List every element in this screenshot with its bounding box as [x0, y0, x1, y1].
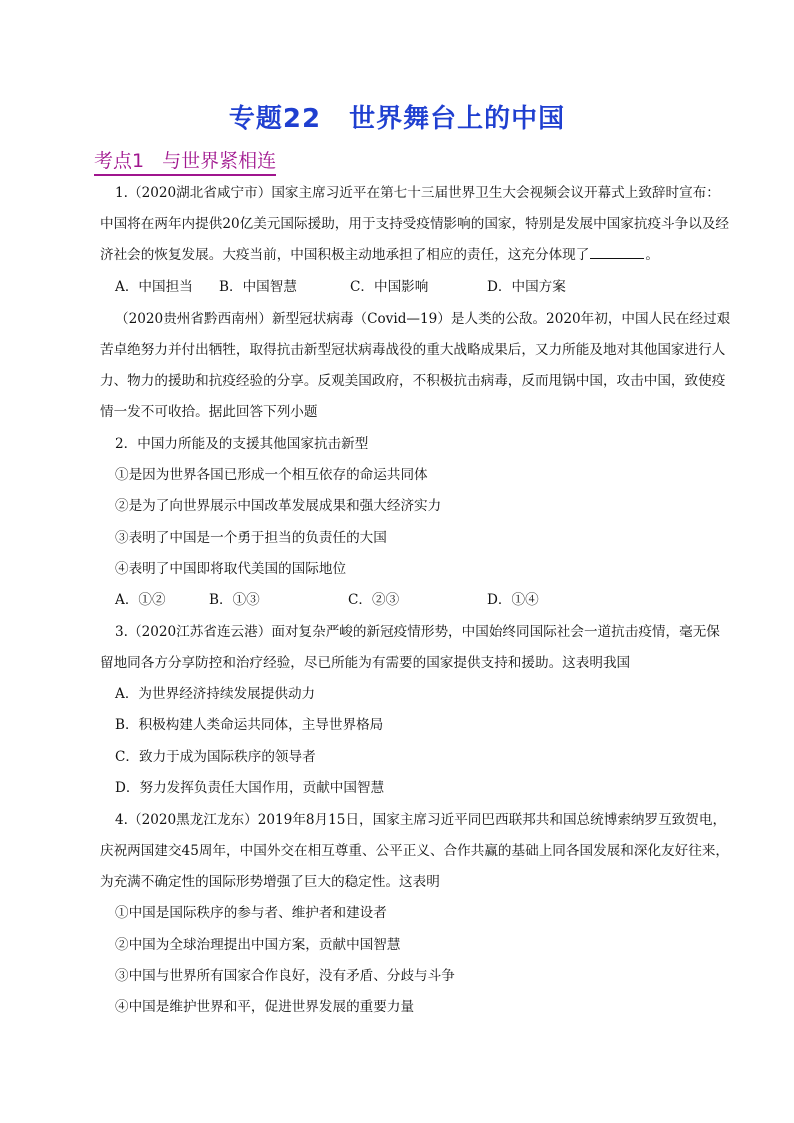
q4-line-1: 4.（2020黑龙江龙东）2019年8月15日，国家主席习近平同巴西联邦共和国总统博索纳罗互致贺电， [115, 812, 727, 828]
q2-item-1: ①是因为世界各国已形成一个相互依存的命运共同体 [115, 467, 428, 483]
q4-item-1: ①中国是国际秩序的参与者、维护者和建设者 [115, 905, 387, 921]
q1-option-b: B．中国智慧 [219, 279, 297, 295]
title-topic-name: 世界舞台上的中国 [349, 104, 566, 134]
q2-item-3: ③表明了中国是一个勇于担当的负责任的大国 [115, 530, 387, 546]
q3-option-a: A．为世界经济持续发展提供动力 [115, 686, 316, 702]
answer-blank [590, 246, 644, 259]
q1-option-d: D．中国方案 [487, 279, 566, 295]
q1-option-a: A．中国担当 [115, 279, 193, 295]
q2-item-4: ④表明了中国即将取代美国的国际地位 [115, 561, 347, 577]
q2-option-a: A．①② [115, 592, 166, 608]
title-topic-number: 专题22 [228, 104, 322, 134]
q3-option-c: C．致力于成为国际秩序的领导者 [115, 749, 316, 765]
passage-line-4: 情一发不可收拾。据此回答下列小题 [100, 404, 318, 420]
q2-option-d: D．①④ [487, 592, 539, 608]
q4-item-4: ④中国是维护世界和平，促进世界发展的重要力量 [115, 999, 415, 1015]
q4-item-2: ②中国为全球治理提出中国方案，贡献中国智慧 [115, 937, 401, 953]
passage-line-1: （2020贵州省黔西南州）新型冠状病毒（Covid—19）是人类的公敌。2020年初，中国人民在经过艰 [115, 311, 731, 327]
q4-item-3: ③中国与世界所有国家合作良好，没有矛盾、分歧与斗争 [115, 968, 455, 984]
q1-line-3-end: 。 [645, 247, 659, 263]
q4-line-2: 庆祝两国建交45周年，中国外交在相互尊重、公平正义、合作共赢的基础上同各国发展和深化友好往来， [100, 843, 730, 859]
section-label: 考点1 [94, 150, 145, 172]
page-title [0, 98, 794, 135]
q4-line-3: 为充满不确定性的国际形势增强了巨大的稳定性。这表明 [100, 874, 440, 890]
q2-item-2: ②是为了向世界展示中国改革发展成果和强大经济实力 [115, 498, 442, 514]
q3-option-b: B．积极构建人类命运共同体，主导世界格局 [115, 717, 384, 733]
q1-line-2: 中国将在两年内提供20亿美元国际援助，用于支持受疫情影响的国家，特别是发展中国家抗疫斗争以及经 [100, 216, 730, 232]
q3-line-2: 留地同各方分享防控和治疗经验，尽已所能为有需要的国家提供支持和援助。这表明我国 [100, 655, 631, 671]
q2-option-c: C．②③ [348, 592, 400, 608]
q1-option-c: C．中国影响 [350, 279, 429, 295]
section-heading [94, 146, 276, 176]
q3-line-1: 3.（2020江苏省连云港）面对复杂严峻的新冠疫情形势，中国始终同国际社会一道抗击疫情，毫无保 [115, 624, 720, 640]
passage-line-2: 苦卓绝努力并付出牺牲，取得抗击新型冠状病毒战役的重大战略成果后，又力所能及地对其他国家进行人 [100, 342, 726, 358]
passage-line-3: 力、物力的援助和抗疫经验的分享。反观美国政府，不积极抗击病毒，反而甩锅中国，攻击中国，致使疫 [100, 373, 726, 389]
section-name: 与世界紧相连 [162, 150, 277, 172]
q3-option-d: D．努力发挥负责任大国作用，贡献中国智慧 [115, 780, 385, 796]
q1-line-1: 1.（2020湖北省咸宁市）国家主席习近平在第七十三届世界卫生大会视频会议开幕式上致辞时宣布： [115, 185, 720, 201]
q2-stem: 2．中国力所能及的支援其他国家抗击新型 [115, 436, 369, 452]
q2-option-b: B．①③ [209, 592, 260, 608]
q1-line-3-text: 济社会的恢复发展。大疫当前，中国积极主动地承担了相应的责任，这充分体现了 [100, 247, 590, 263]
q1-line-3 [100, 246, 659, 264]
